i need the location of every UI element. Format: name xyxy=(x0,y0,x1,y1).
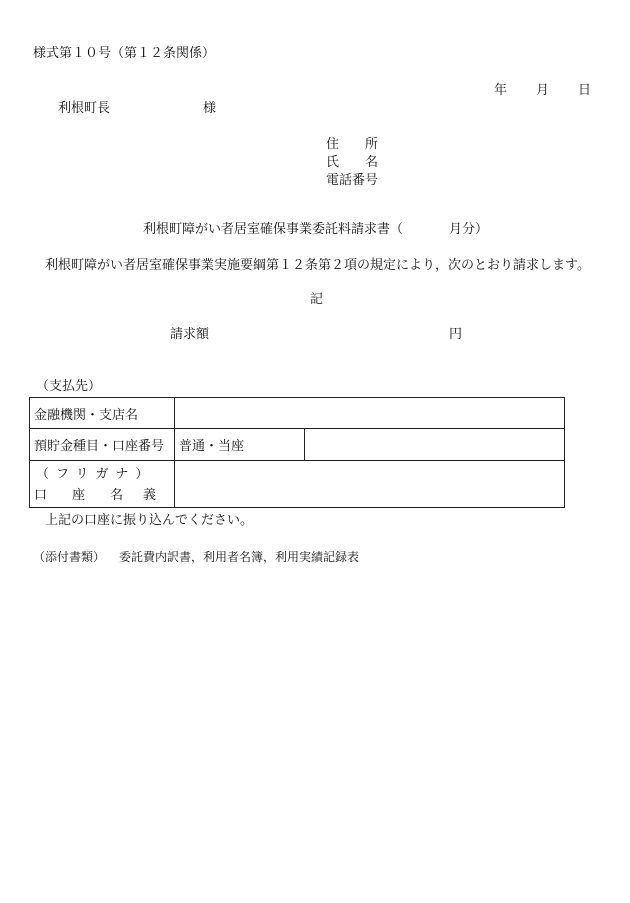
table-row xyxy=(30,461,565,508)
account-number-field[interactable] xyxy=(305,429,565,461)
payment-heading: （支払先） xyxy=(36,379,102,394)
furigana-label: （フリガナ） xyxy=(36,466,156,482)
date-month: 月 xyxy=(536,83,550,98)
date-day: 日 xyxy=(578,83,592,98)
table-row xyxy=(30,398,565,429)
attachments-label: （添付書類） xyxy=(33,550,106,564)
account-holder-label-cell xyxy=(30,461,175,508)
payment-table xyxy=(29,397,565,508)
account-type-value: 普通・当座 xyxy=(175,429,305,461)
attachments xyxy=(33,549,359,565)
holder-char: 名 xyxy=(110,487,124,503)
amount-label: 請求額 xyxy=(170,327,210,342)
account-holder-label xyxy=(34,488,156,503)
amount-unit: 円 xyxy=(449,327,463,342)
attachments-value: 委託費内訳書，利用者名簿，利用実績記録表 xyxy=(119,550,360,564)
addressee-honorific: 様 xyxy=(203,101,217,116)
sender-block xyxy=(326,136,378,190)
transfer-note: 上記の口座に振り込んでください。 xyxy=(45,513,254,528)
addressee-name: 利根町長 xyxy=(58,101,111,116)
account-type-label: 預貯金種目・口座番号 xyxy=(30,429,175,461)
bank-field[interactable] xyxy=(175,398,565,429)
sender-name-label: 氏 名 xyxy=(326,155,379,170)
form-number: 様式第１０号（第１２条関係） xyxy=(33,46,216,61)
holder-char: 座 xyxy=(72,487,86,503)
document-title-main: 利根町障がい者居室確保事業委託料請求書（ xyxy=(143,222,404,237)
addressee xyxy=(58,101,216,117)
date-year: 年 xyxy=(494,83,508,98)
date-line xyxy=(494,83,591,99)
sender-address-label: 住 所 xyxy=(326,137,379,152)
account-holder-field[interactable] xyxy=(175,461,565,508)
bank-label: 金融機関・支店名 xyxy=(30,398,175,429)
document-title xyxy=(143,222,488,238)
ki-marker: 記 xyxy=(310,292,324,307)
document-title-suffix: 月分） xyxy=(449,222,489,237)
table-row xyxy=(30,429,565,461)
request-statement: 利根町障がい者居室確保事業実施要綱第１２条第２項の規定により，次のとおり請求します。 xyxy=(45,258,590,273)
sender-phone-label: 電話番号 xyxy=(326,173,379,188)
holder-char: 口 xyxy=(34,487,48,503)
holder-char: 義 xyxy=(143,487,157,503)
